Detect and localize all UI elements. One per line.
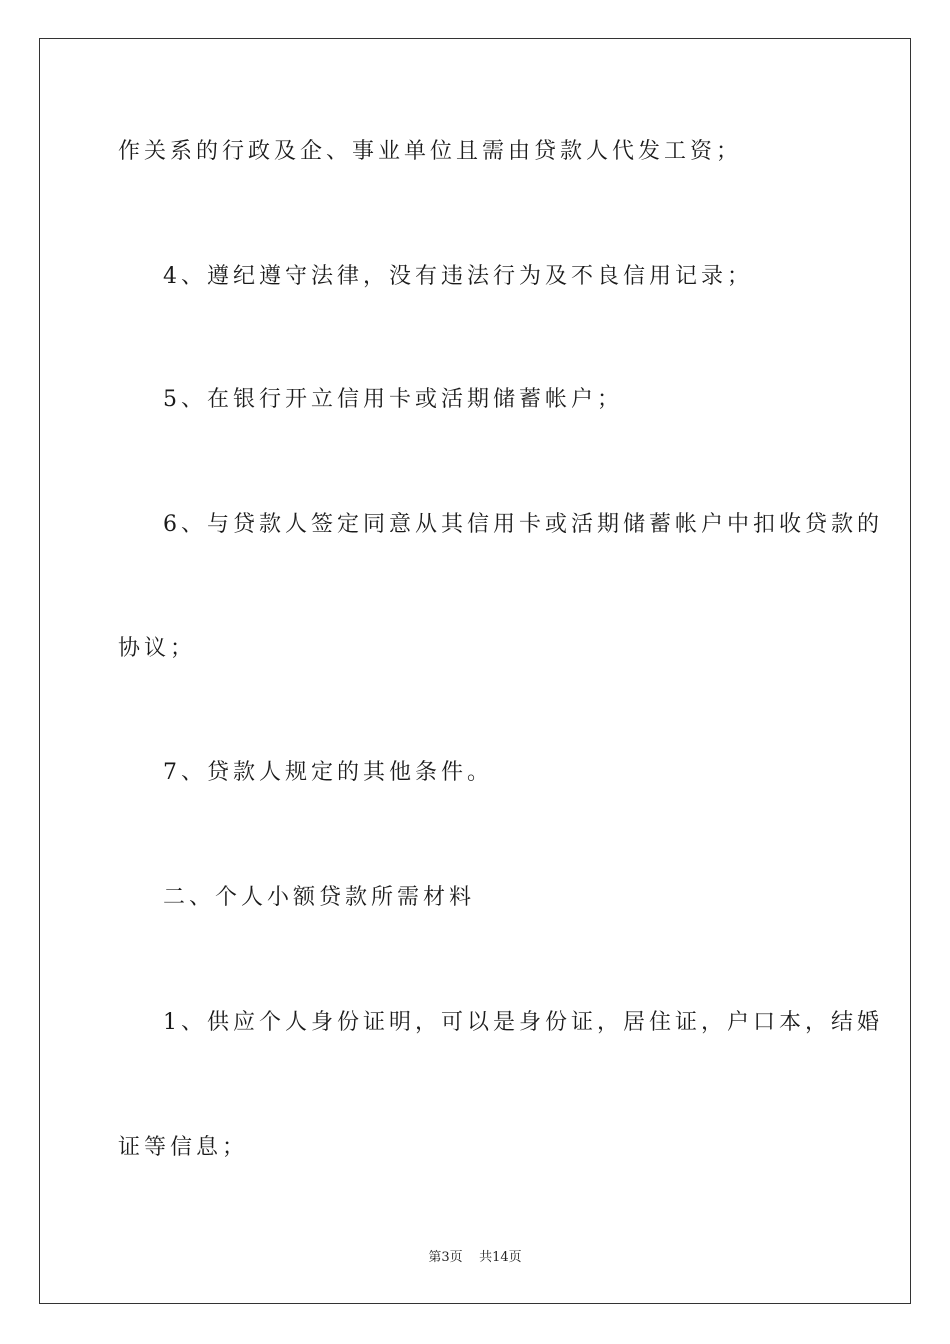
paragraph-item-1-continuation: 证等信息；: [118, 1135, 249, 1160]
page-total: 共14页: [479, 1250, 522, 1265]
paragraph-item-6: 6、与贷款人签定同意从其信用卡或活期储蓄帐户中扣收贷款的: [163, 512, 883, 537]
paragraph-item-1: 1、供应个人身份证明，可以是身份证，居住证，户口本，结婚: [163, 1010, 883, 1035]
page-border: [39, 38, 911, 1304]
section-heading: 二、个人小额贷款所需材料: [163, 885, 476, 910]
page-number: 第3页: [428, 1250, 463, 1265]
page-footer: [0, 1246, 950, 1265]
paragraph-item-6-continuation: 协议；: [118, 636, 197, 661]
paragraph-item-5: 5、在银行开立信用卡或活期储蓄帐户；: [163, 387, 623, 412]
paragraph-line-continuation: 作关系的行政及企、事业单位且需由贷款人代发工资；: [118, 139, 743, 164]
paragraph-item-4: 4、遵纪遵守法律，没有违法行为及不良信用记录；: [163, 264, 753, 289]
paragraph-item-7: 7、贷款人规定的其他条件。: [163, 760, 493, 785]
